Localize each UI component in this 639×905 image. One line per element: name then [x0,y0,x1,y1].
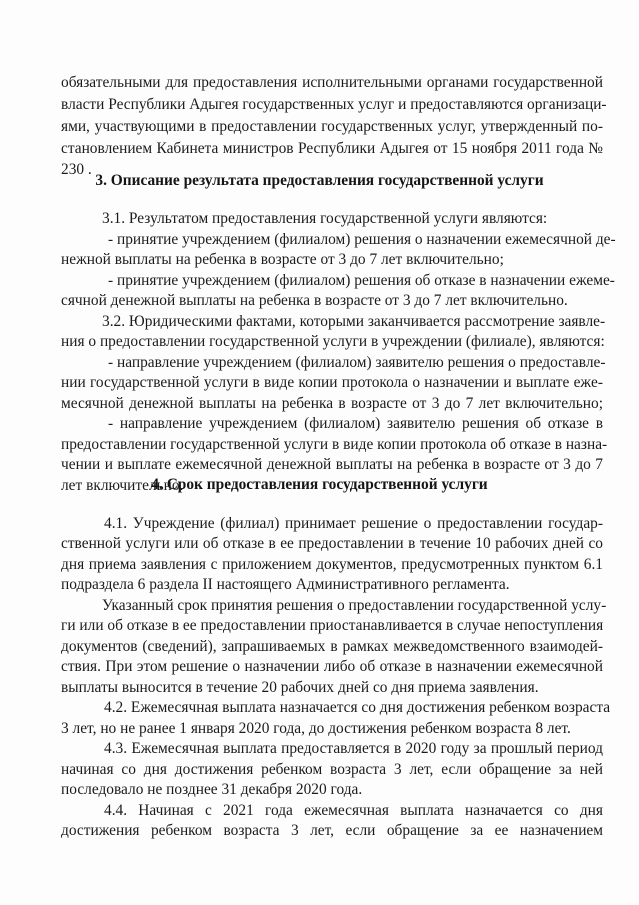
text-line: становлением Кабинета министров Республики Адыгея от 15 ноября 2011 года № [61,140,603,157]
text-line: лет включительно. [61,477,184,494]
text-line: 3.1. Результатом предоставления государственной услуги являются: [102,210,548,227]
text-line: - направление учреждением (филиалом) заявителю решения о предоставле- [108,354,606,371]
text-line: ями, участвующими в предоставлении государственных услуг, утвержденный по- [61,118,603,135]
text-line: нии государственной услуги в виде копии протокола о назначении и выплате ежe- [61,374,603,391]
section-heading-3: 3. Описание результата предоставления государственной услуги [95,172,544,189]
text-line: дня приема заявления с приложением документов, предусмотренных пунктом 6.1 [61,556,603,573]
text-line: 4.1. Учреждение (филиал) принимает решение о предоставлении государ- [104,515,603,532]
text-line: ги или об отказе в ее предоставлении приостанавливается в случае непоступления [61,617,604,634]
text-line: предоставлении государственной услуги в виде копии протокола об отказе в назна- [61,436,608,453]
text-line: обязательными для предоставления исполнительными органами государственной [61,74,603,91]
text-line: 3 лет, но не ранее 1 января 2020 года, до достижения ребенком возраста 8 лет. [61,720,571,737]
text-line: достижения ребенком возраста 3 лет, если обращение за ее назначением [61,822,603,839]
section-heading-4: 4. Срок предоставления государственной услуги [151,476,488,493]
text-line: сячной денежной выплаты на ребенка в возрасте от 3 до 7 лет включительно. [61,292,568,309]
text-line: 4.2. Ежемесячная выплата назначается со дня достижения ребенком возраста [104,699,611,716]
text-line: документов (сведений), запрашиваемых в рамках межведомственного взаимодей- [61,638,603,655]
text-line: Указанный срок принятия решения о предоставлении государственной услу- [102,597,607,614]
text-line: - направление учреждением (филиалом) заявителю решения об отказе в [108,415,603,432]
text-line: начиная со дня достижения ребенком возраста 3 лет, если обращение за ней [61,761,603,778]
text-line: власти Республики Адыгея государственных услуг и предоставляются организаци- [61,96,607,113]
text-line: - принятие учреждением (филиалом) решения о назначении ежемесячной де- [108,231,616,248]
text-line: ственной услуги или об отказе в ее предоставлении в течение 10 рабочих дней со [61,535,603,552]
text-line: ния о предоставлении государственной услуги в учреждении (филиале), являются: [61,333,605,350]
text-line: 4.4. Начиная с 2021 года ежемесячная выплата назначается со дня [104,802,603,819]
text-line: ствия. При этом решение о назначении либо об отказе в назначении ежемесячной [61,658,603,675]
text-line: 3.2. Юридическими фактами, которыми заканчивается рассмотрение заявле- [102,313,606,330]
text-line: подраздела 6 раздела II настоящего Административного регламента. [61,576,510,593]
text-line: 4.3. Ежемесячная выплата предоставляется в 2020 году за прошлый период [104,740,603,757]
text-line: нежной выплаты на ребенка в возрасте от 3 до 7 лет включительно; [61,251,504,268]
text-line: 230 . [61,161,92,178]
text-line: чении и выплате ежемесячной денежной выплаты на ребенка в возрасте от 3 до 7 [61,456,603,473]
text-line: последовало не позднее 31 декабря 2020 года. [61,781,363,798]
text-line: выплаты выносится в течение 20 рабочих дней со дня приема заявления. [61,679,539,696]
text-line: месячной денежной выплаты на ребенка в возрасте от 3 до 7 лет включительно; [61,395,603,412]
text-line: - принятие учреждением (филиалом) решения об отказе в назначении ежеме- [108,272,615,289]
